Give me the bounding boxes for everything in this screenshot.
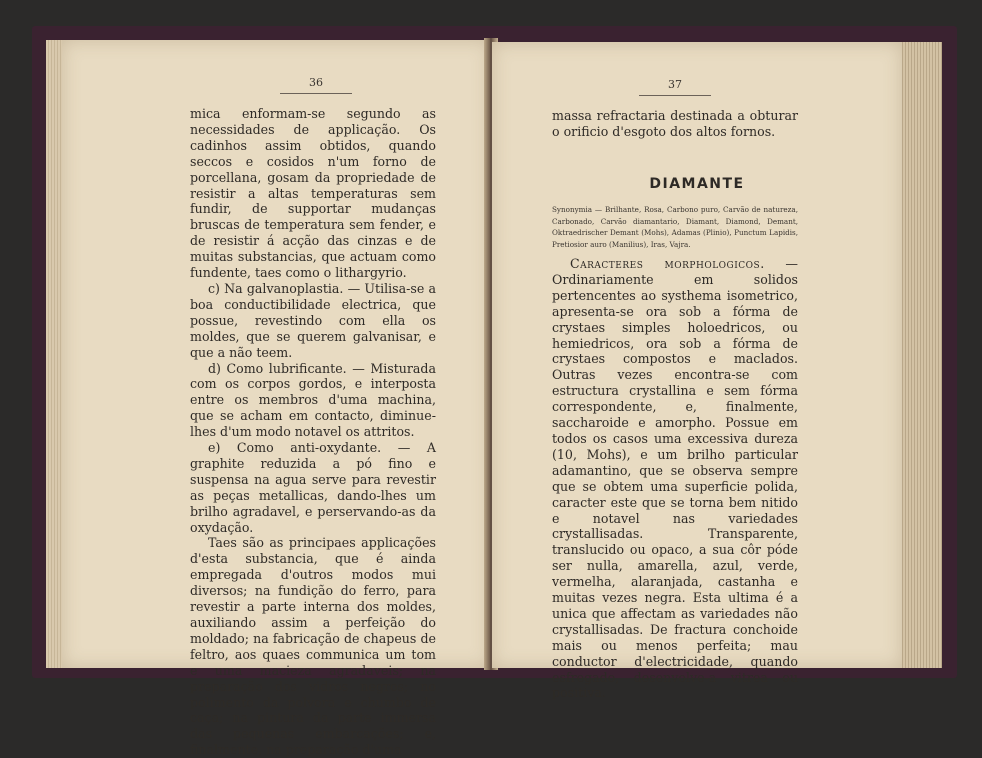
paragraph: c) Na galvanoplastia. — Utilisa-se a boa conductibilidade electrica, que possue, revestindo com ella os moldes, que se querem galvanisar, e que a não teem. — [190, 280, 436, 360]
section-label: Caracteres morphologicos. — [570, 256, 765, 271]
paragraph: d) Como lubrificante. — Misturada com os corpos gordos, e interposta entre os membros d'uma machina, que se acham em contacto, diminue-lhes d'um modo notavel os attritos. — [190, 360, 436, 440]
left-page-text — [190, 106, 436, 758]
paragraph: Ordinariamente em solidos pertencentes ao systhema isometrico, apresenta-se ora sob a fórma de crystaes simples holoedricos, ou hemiedricos, ora sob a fórma de crystaes compostos e maclados. Outras vezes encontra-se com estructura crystallina e sem fórma correspondente, e, finalmente, saccharoide e amorpho. Possue em todos os casos uma excessiva dureza (10, Mohs), e um brilho particular adamantino, que se observa sempre que se obtem uma superficie polida, caracter este que se torna bem nitido e notavel nas variedades crystallisadas. Transparente, translucido ou opaco, a sua côr póde ser nulla, amarella, azul, verde, vermelha, alaranjada, castanha e muitas vezes negra. Esta ultima é a unica que affectam as variedades não crystallisadas. De fractura conchoide mais ou menos perfeita; mau conductor d'electricidade, quando esfregado, desenvolve-a vitrea ou positiva. — [552, 271, 798, 701]
page-number-right: 37 — [635, 78, 715, 96]
left-page — [62, 40, 490, 758]
paragraph: Taes são as principaes applicações d'esta substancia, que é ainda empregada d'outros modos mui diversos; na fundição do ferro, para revestir a parte interna dos moldes, auxiliando assim a perfeição do moldado; na fabricação de chapeus de feltro, aos quaes communica um tom e uma macieza agradaveis; na preparação dos vidros negros; no polimento da polvora e chumbo de caça; na pintura da parte immersa das pequenas embarcações; e, finalmente, na preparação d'uma — [190, 535, 436, 758]
right-page-edges — [900, 42, 942, 668]
section-heading: DIAMANTE — [649, 176, 745, 192]
synonyms-block: Synonymia — Brilhante, Rosa, Carbono puro, Carvão de natureza, Carbonado, Carvão diamantario, Diamant, Diamond, Demant, Oktraedrischer Demant (Mohs), Adamas (Plinio), Punctum Lapidis, Pretiosior auro (Manilius), Iras, Vajra. — [552, 205, 798, 249]
morphology-text: Caracteres morphologicos. — Ordinariamente em solidos pertencentes ao systhema isometrico, apresenta-se ora sob a fórma de crystaes simples holoedricos, ou hemiedricos, ora sob a fórma de crystaes compostos e maclados. Outras vezes encontra-se com estructura crystallina e sem fórma correspondente, e, finalmente, saccharoide e amorpho. Possue em todos os casos uma excessiva dureza (10, Mohs), e um brilho particular adamantino, que se observa sempre que se obtem uma superficie polida, caracter este que se torna bem nitido e notavel nas variedades crystallisadas. Transparente, translucido ou opaco, a sua côr póde ser nulla, amarella, azul, verde, vermelha, alaranjada, castanha e muitas vezes negra. Esta ultima é a unica que affectam as variedades não crystallisadas. De fractura conchoide mais ou menos perfeita; mau conductor d'electricidade, quando esfregado, desenvolve-a vitrea ou positiva. — [552, 256, 798, 701]
page-number-left: 36 — [276, 76, 356, 94]
right-page — [492, 42, 902, 701]
paragraph: e) Como anti-oxydante. — A graphite reduzida a pó fino e suspensa na agua serve para revestir as peças metallicas, dando-lhes um brilho agradavel, e perservando-as da oxydação. — [190, 440, 436, 535]
paragraph: massa refractaria destinada a obturar o orificio d'esgoto dos altos fornos. — [552, 108, 798, 139]
paragraph: mica enformam-se segundo as necessidades de applicação. Os cadinhos assim obtidos, quando seccos e cosidos n'um forno de porcellana, gosam da propriedade de resistir a altas temperaturas sem fundir, de supportar mudanças bruscas de temperatura sem fender, e de resistir á acção das cinzas e de muitas substancias, que actuam como fundente, taes como o lithargyrio. — [190, 106, 436, 281]
opening-text — [552, 108, 798, 140]
